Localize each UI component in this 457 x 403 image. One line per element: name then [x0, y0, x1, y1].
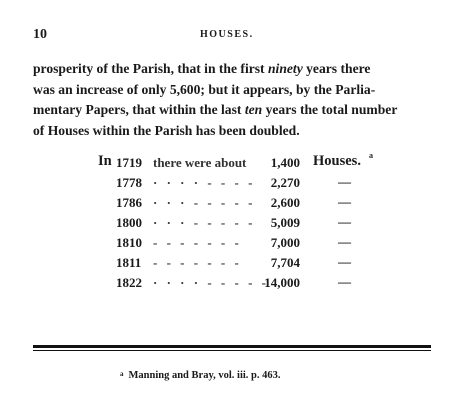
row-ditto-mark: — [338, 194, 351, 209]
row-unit: Houses. [313, 153, 361, 169]
row-leader-dots: - - - - - - - [153, 235, 242, 250]
row-year: 1810 [116, 235, 142, 250]
footnote-reference: a [369, 151, 373, 160]
row-count: 7,000 [270, 235, 300, 250]
table-row [0, 233, 457, 253]
body-line-4: of Houses within the Parish has been doubled. [33, 122, 300, 138]
body-line-3 [33, 100, 431, 121]
row-count: 2,600 [270, 195, 300, 210]
row-count: 14,000 [264, 275, 300, 290]
body-line-3-text: mentary Papers, that within the last [33, 102, 245, 117]
row-ditto-mark: — [338, 254, 351, 269]
table-row [0, 173, 457, 193]
body-paragraph [33, 59, 431, 141]
footnote-text: Manning and Bray, vol. iii. p. 463. [128, 370, 281, 381]
table-row [0, 273, 457, 293]
footnote-rule-thick [33, 345, 431, 348]
table-row-first [0, 153, 457, 173]
running-head: HOUSES. [200, 29, 254, 40]
row-lead: In [98, 153, 112, 169]
body-line-3-emphasis: ten [244, 102, 263, 117]
body-line-3-text-end: years the total number [262, 102, 398, 117]
table-row [0, 213, 457, 233]
row-leader-dots: - - - - - - - [153, 255, 242, 270]
body-line-1-text-end: years there [302, 61, 371, 76]
row-ditto-mark: — [338, 214, 351, 229]
footnote-rule-thin [33, 350, 431, 351]
row-year: 1811 [116, 255, 142, 270]
body-line-1-emphasis: ninety [267, 61, 303, 76]
row-count: 1,400 [270, 155, 300, 170]
row-count: 2,270 [270, 175, 300, 190]
row-leader-dots: · · · · - - - - - [153, 275, 269, 290]
footnote [120, 370, 281, 381]
table-row [0, 193, 457, 213]
row-year: 1800 [116, 215, 142, 230]
row-ditto-mark: — [338, 234, 351, 249]
row-year: 1778 [116, 175, 142, 190]
body-line-2: was an increase of only 5,600; but it appears, by the Parlia- [33, 81, 376, 97]
row-year: 1822 [116, 275, 142, 290]
row-count: 5,009 [270, 215, 300, 230]
row-phrase: there were about [153, 155, 247, 170]
row-year: 1719 [116, 155, 142, 170]
row-ditto-mark: — [338, 274, 351, 289]
body-line-1 [33, 59, 431, 80]
row-leader-dots: · · · · - - - - [153, 175, 256, 190]
table-row [0, 253, 457, 273]
page-number: 10 [33, 27, 47, 42]
row-year: 1786 [116, 195, 142, 210]
row-count: 7,704 [270, 255, 300, 270]
row-leader-dots: · · · - - - - - [153, 195, 256, 210]
footnote-mark: a [120, 370, 124, 378]
body-line-1-text: prosperity of the Parish, that in the first [33, 61, 268, 76]
row-leader-dots: · · · - - - - - [153, 215, 256, 230]
row-ditto-mark: — [338, 174, 351, 189]
